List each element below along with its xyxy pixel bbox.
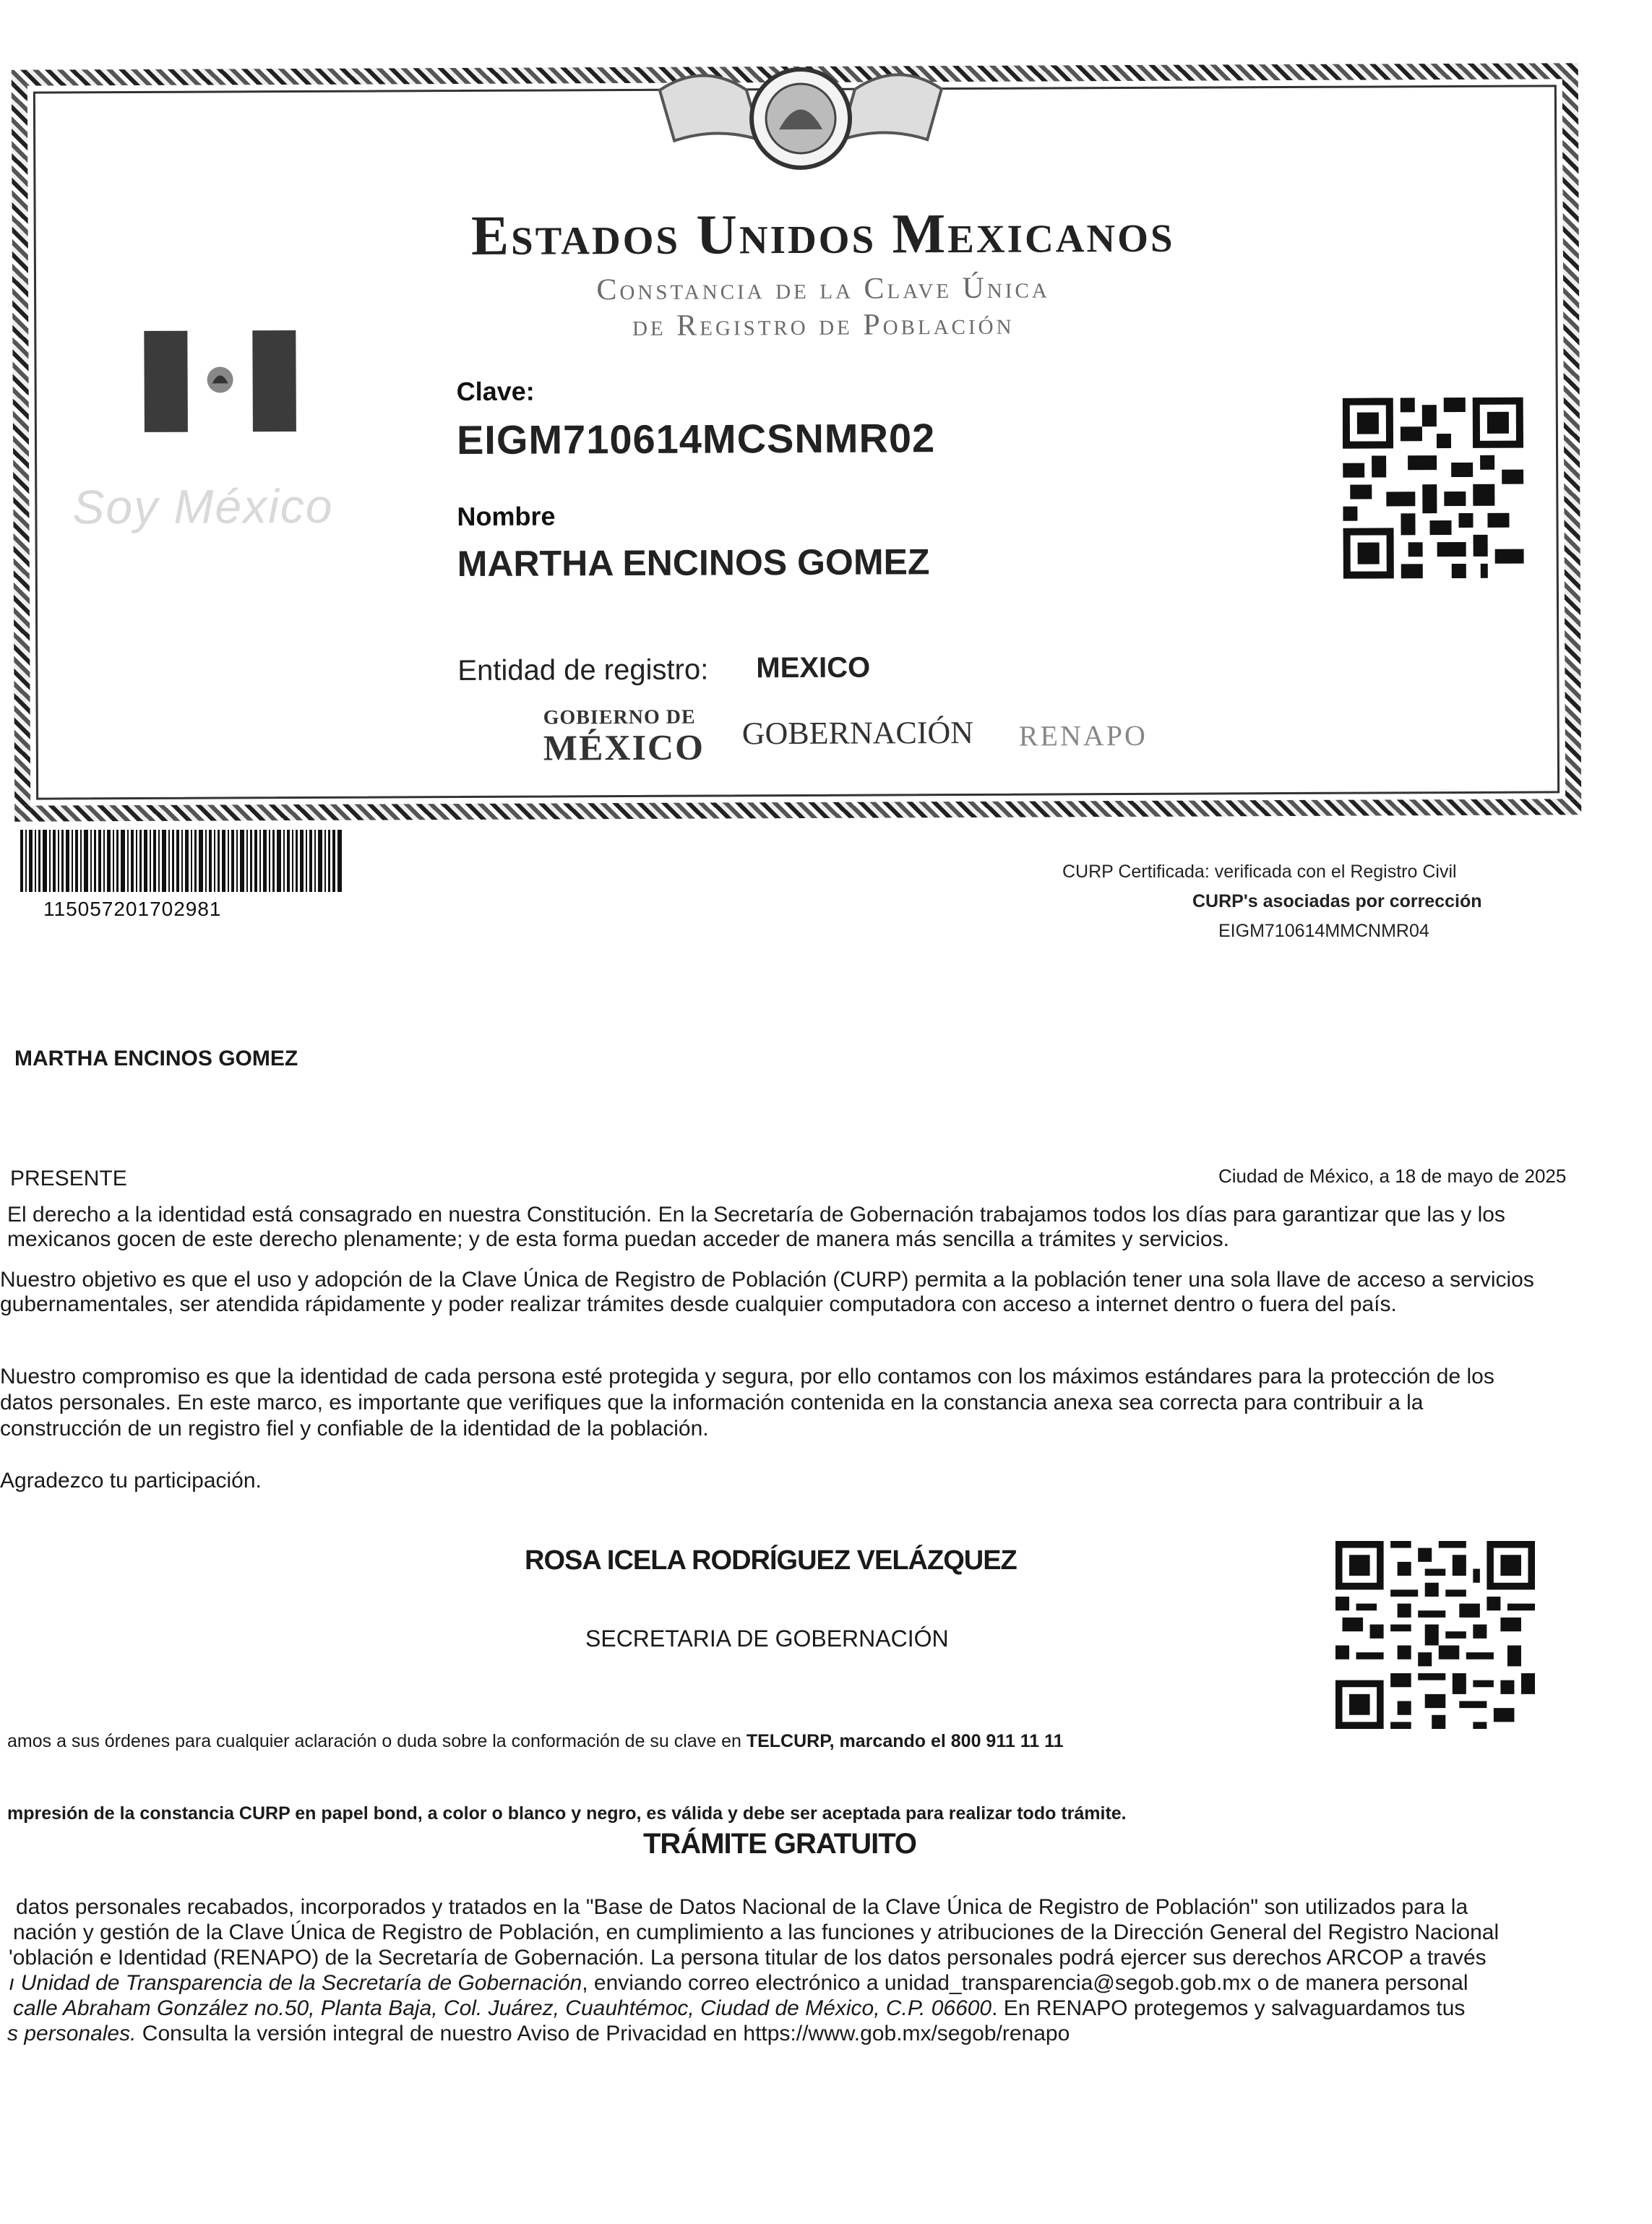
curp-asociada-value: EIGM710614MMCNMR04 (1218, 921, 1429, 941)
signer-title: SECRETARIA DE GOBERNACIÓN (585, 1626, 949, 1652)
privacy-line-6 (7, 2020, 1070, 2048)
telcurp-phone: TELCURP, marcando el 800 911 11 11 (746, 1731, 1064, 1751)
clave-value: EIGM710614MCSNMR02 (456, 415, 936, 463)
signature-qr-code-icon (1335, 1541, 1535, 1729)
privacy-line-4 (9, 1970, 1468, 1997)
entidad-value: MEXICO (756, 651, 871, 684)
privacy-line-1: datos personales recabados, incorporados y tratados en la "Base de Datos Nacional de la Clave Única de Registro de Población" son utilizados para la (16, 1895, 1468, 1919)
privacy-line-5-italic: calle Abraham González no.50, Planta Baja, Col. Juárez, Cuauhtémoc, Ciudad de México, C.P. 06600 (13, 1996, 992, 2020)
curp-certificada-text: CURP Certificada: verificada con el Registro Civil (1062, 862, 1457, 882)
signer-name: ROSA ICELA RODRÍGUEZ VELÁZQUEZ (525, 1545, 1017, 1576)
entidad-label: Entidad de registro: (457, 653, 709, 687)
nombre-value: MARTHA ENCINOS GOMEZ (457, 541, 930, 585)
letter-date: Ciudad de México, a 18 de mayo de 2025 (1218, 1165, 1567, 1187)
telcurp-line-text: amos a sus órdenes para cualquier aclaración o duda sobre la conformación de su clave en (7, 1731, 747, 1751)
document-title: Estados Unidos Mexicanos (470, 200, 1175, 267)
letter-paragraph-2-line2: gubernamentales, ser atendida rápidamente y poder realizar trámites desde cualquier computadora con acceso a internet dentro o fuera del país. (0, 1292, 1397, 1316)
document-subtitle-line2: de Registro de Población (632, 307, 1015, 343)
curps-asociadas-label: CURP's asociadas por corrección (1192, 891, 1482, 911)
tramite-gratuito-heading: TRÁMITE GRATUITO (643, 1828, 917, 1860)
telcurp-line (7, 1727, 1064, 1755)
privacy-line-6-rest: Consulta la versión integral de nuestro Aviso de Privacidad en https://www.gob.mx/segob/renapo (136, 2022, 1070, 2045)
letter-paragraph-2-line1: Nuestro objetivo es que el uso y adopción de la Clave Única de Registro de Población (CURP) permita a la población tener una sola llave de acceso a servicios (0, 1268, 1534, 1292)
clave-label: Clave: (456, 376, 535, 407)
letter-recipient: MARTHA ENCINOS GOMEZ (14, 1047, 298, 1070)
nombre-label: Nombre (457, 501, 556, 532)
barcode-icon (20, 830, 342, 892)
privacy-line-3: 'oblación e Identidad (RENAPO) de la Secretaría de Gobernación. La persona titular de los datos personales podrá ejercer sus derechos ARCOP a través (9, 1946, 1487, 1970)
gobierno-de-mexico-logo (543, 706, 705, 766)
gobierno-logo-line1: GOBIERNO DE (543, 705, 696, 729)
letter-paragraph-3-line1: Nuestro compromiso es que la identidad de cada persona esté protegida y segura, por ello contamos con los máximos estándares para la protección de los (0, 1365, 1494, 1388)
letter-paragraph-4: Agradezco tu participación. (0, 1469, 262, 1493)
coat-of-arms-icon (645, 60, 957, 184)
mexico-flag-icon (144, 330, 296, 432)
curp-certificate-card (12, 63, 1582, 821)
privacy-line-5-rest: . En RENAPO protegemos y salvaguardamos tus (991, 1996, 1466, 2020)
privacy-line-2: nación y gestión de la Clave Única de Registro de Población, en cumplimiento a las funciones y atribuciones de la Dirección General del Registro Nacional (13, 1920, 1500, 1944)
qr-code-icon (1343, 398, 1524, 579)
privacy-line-6-italic: s personales. (7, 2022, 137, 2045)
letter-presente: PRESENTE (10, 1167, 127, 1190)
letter-paragraph-3-line3: construcción de un registro fiel y confiable de la identidad de la población. (0, 1417, 709, 1441)
letter-paragraph-1-line2: mexicanos gocen de este derecho plenamente; y de esta forma puedan acceder de manera más sencilla a trámites y servicios. (7, 1227, 1229, 1251)
gobernacion-logo: GOBERNACIÓN (741, 714, 974, 752)
renapo-logo: RENAPO (1018, 718, 1148, 752)
gobierno-logo-line2: MÉXICO (543, 726, 705, 768)
privacy-line-4-rest: , enviando correo electrónico a unidad_transparencia@segob.gob.mx o de manera personal (582, 1971, 1468, 1995)
letter-paragraph-3-line2: datos personales. En este marco, es importante que verifiques que la información contenida en la constancia anexa sea correcta para contribuir a la (0, 1391, 1424, 1414)
document-subtitle-line1: Constancia de la Clave Única (596, 271, 1050, 307)
soy-mexico-watermark: Soy México (72, 478, 334, 534)
barcode-number: 115057201702981 (43, 898, 222, 920)
privacy-line-4-italic: ı Unidad de Transparencia de la Secretaría de Gobernación (9, 1971, 582, 1995)
impresion-validity-line: mpresión de la constancia CURP en papel bond, a color o blanco y negro, es válida y debe ser aceptada para realizar todo trámite. (7, 1803, 1127, 1824)
letter-paragraph-1-line1: El derecho a la identidad está consagrado en nuestra Constitución. En la Secretaría de Gobernación trabajamos todos los días para garantizar que las y los (7, 1203, 1505, 1227)
privacy-line-5 (13, 1995, 1465, 2022)
